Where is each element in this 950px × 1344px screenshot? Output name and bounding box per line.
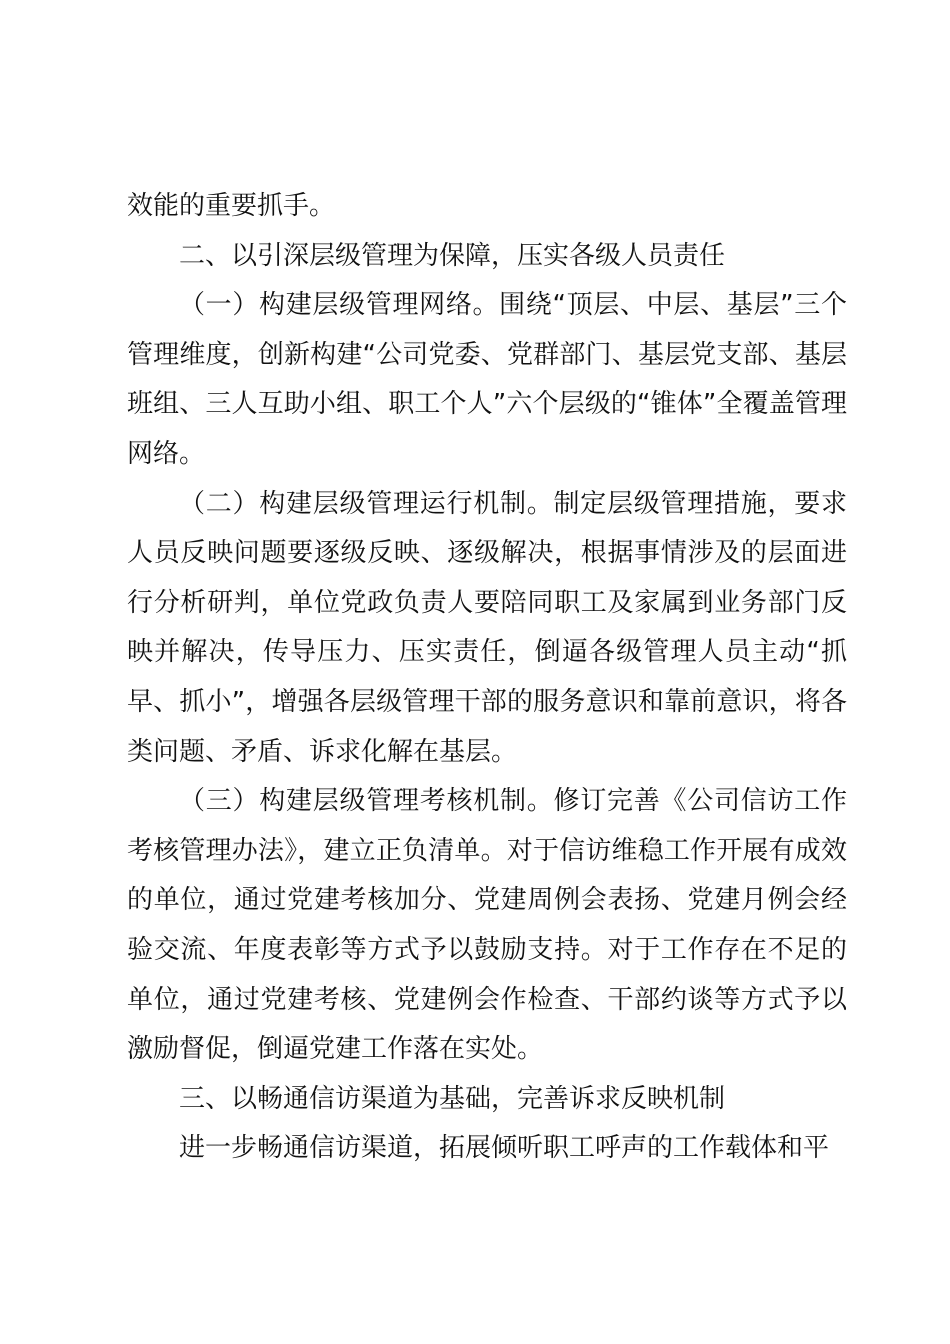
paragraph-2-2: （二）构建层级管理运行机制。制定层级管理措施，要求人员反映问题要逐级反映、逐级解决，根据事情涉及的层面进行分析研判，单位党政负责人要陪同职工及家属到业务部门反映并解决，传导压力、压实责任，倒逼各级管理人员主动“抓早、抓小”，增强各层级管理干部的服务意识和靠前意识，将各类问题、矛盾、诉求化解在基层。 xyxy=(127,488,847,767)
paragraph-2-1: （一）构建层级管理网络。围绕“顶层、中层、基层”三个管理维度，创新构建“公司党委、党群部门、基层党支部、基层班组、三人互助小组、职工个人”六个层级的“锥体”全覆盖管理网络。 xyxy=(127,290,847,469)
section-heading-3: 三、以畅通信访渠道为基础，完善诉求反映机制 xyxy=(179,1083,726,1114)
document-body xyxy=(127,182,847,1174)
paragraph-continuation: 效能的重要抓手。 xyxy=(127,191,336,221)
section-heading-2: 二、以引深层级管理为保障，压实各级人员责任 xyxy=(179,240,726,271)
paragraph-2-3: （三）构建层级管理考核机制。修订完善《公司信访工作考核管理办法》，建立正负清单。对于信访维稳工作开展有成效的单位，通过党建考核加分、党建周例会表扬、党建月例会经验交流、年度表彰等方式予以鼓励支持。对于工作存在不足的单位，通过党建考核、党建例会作检查、干部约谈等方式予以激励督促，倒逼党建工作落在实处。 xyxy=(127,786,847,1065)
paragraph-3-intro: 进一步畅通信访渠道，拓展倾听职工呼声的工作载体和平 xyxy=(179,1133,830,1164)
